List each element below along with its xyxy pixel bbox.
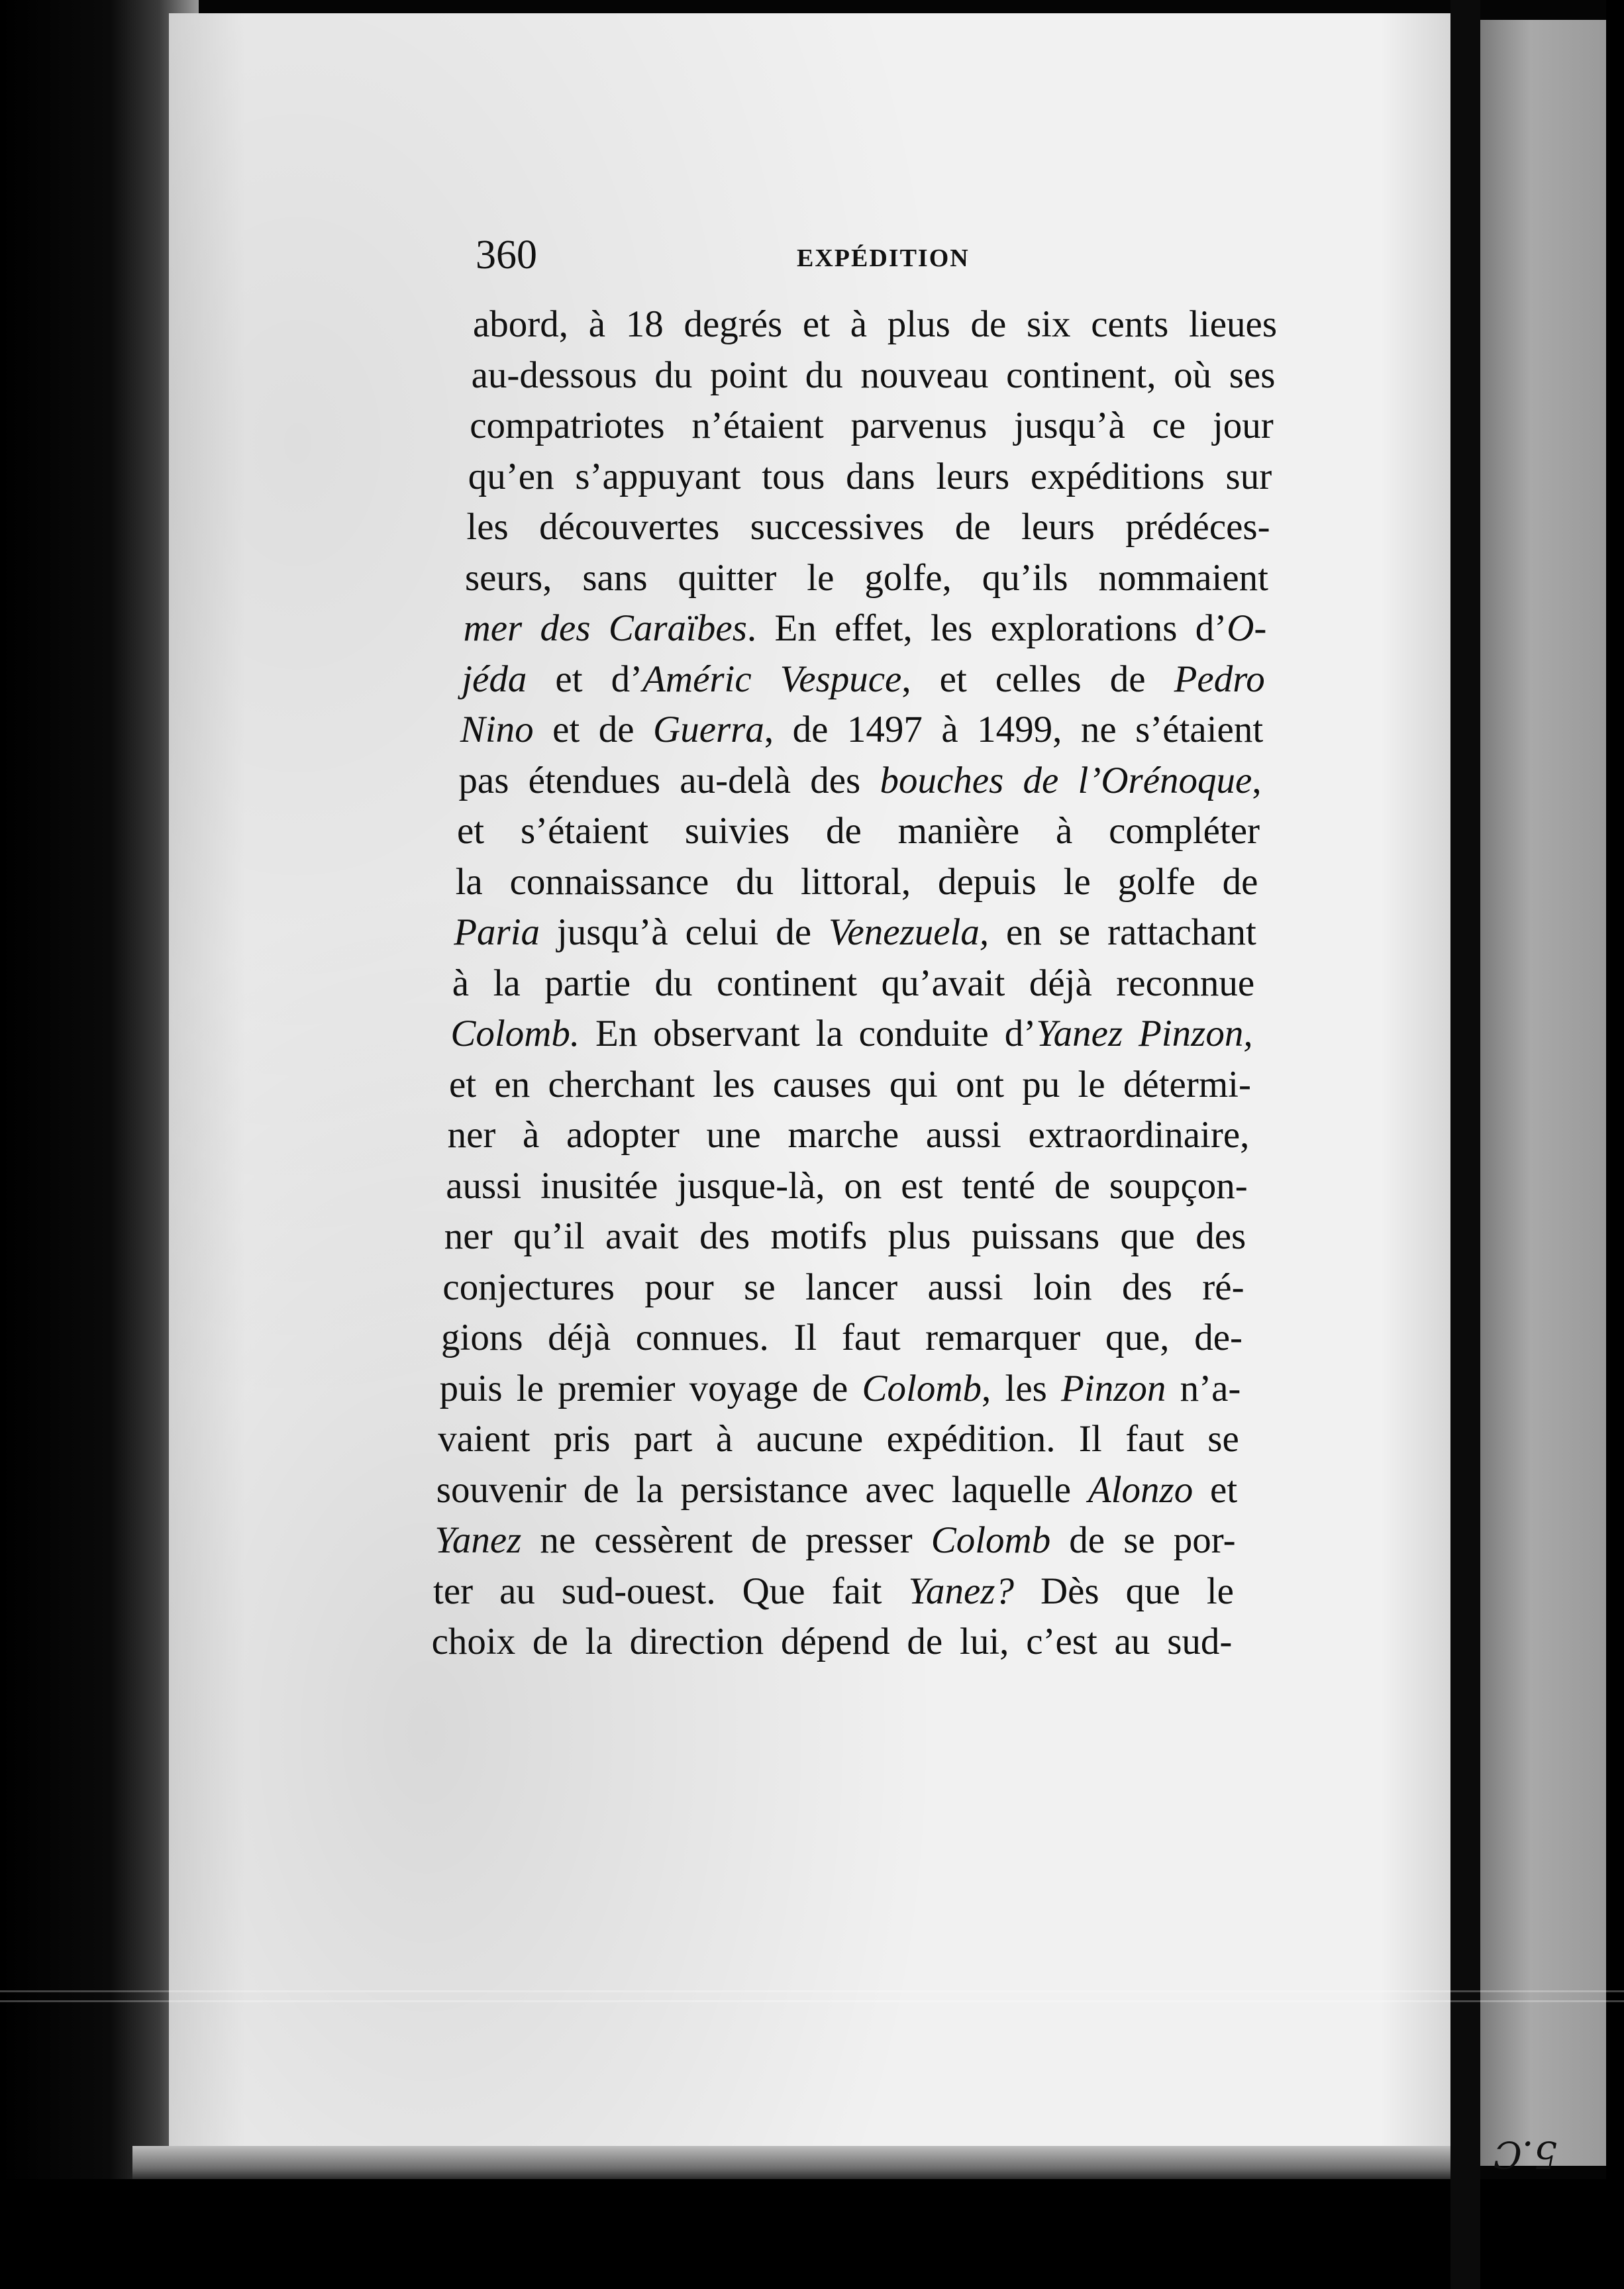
text-line xyxy=(452,958,1254,1009)
text-line xyxy=(444,1211,1246,1262)
text-line xyxy=(464,603,1267,654)
text-span: ter au sud-ouest. Que fait xyxy=(433,1570,909,1612)
italic-span: Yanez? xyxy=(908,1570,1014,1612)
text-line xyxy=(462,654,1265,705)
page-bottom-edge xyxy=(132,2146,1457,2182)
text-span: et d’ xyxy=(527,658,643,700)
text-line xyxy=(458,756,1261,806)
text-span: , de 1497 à 1499, ne s’étaient xyxy=(764,709,1264,750)
italic-span: Paria xyxy=(454,911,540,953)
text-span: seurs, sans quitter le golfe, qu’ils nommaient xyxy=(465,556,1268,599)
scan-artifact-line xyxy=(0,1990,1624,1992)
italic-span: Alonzo xyxy=(1088,1468,1193,1511)
text-span: , les xyxy=(982,1367,1062,1409)
text-line xyxy=(457,806,1260,856)
italic-span: Guerra xyxy=(653,709,764,750)
italic-span: Améric Vespuce xyxy=(642,658,902,700)
page-right-gutter xyxy=(1450,0,1480,2289)
text-span: Dès que le xyxy=(1013,1570,1234,1612)
text-line xyxy=(468,452,1272,502)
text-line xyxy=(434,1515,1235,1566)
text-span: En observant la conduite d’ xyxy=(580,1013,1037,1054)
text-span: et de xyxy=(533,709,654,750)
italic-span: Nino xyxy=(460,709,534,750)
margin-mark: 5.C xyxy=(1494,2133,1558,2176)
text-span: pas étendues au-delà des xyxy=(458,759,880,801)
text-line xyxy=(432,1617,1233,1667)
italic-span: bouches de l’Orénoque xyxy=(880,759,1252,801)
text-span: souvenir de la persistance avec laquelle xyxy=(436,1468,1088,1511)
text-span: gions déjà connues. Il faut remarquer que, de- xyxy=(441,1317,1243,1358)
text-span: . En effet, les explorations d’ xyxy=(746,607,1227,649)
text-span: , et celles de xyxy=(901,658,1174,700)
text-line xyxy=(456,857,1258,907)
text-line xyxy=(465,553,1268,603)
text-span: au-dessous du point du nouveau continent, où ses xyxy=(471,354,1276,396)
text-span: choix de la direction dépend de lui, c’est au sud- xyxy=(431,1621,1233,1662)
text-span: en se rattachant xyxy=(989,911,1256,953)
text-span: compatriotes n’étaient parvenus jusqu’à ce jour xyxy=(470,405,1274,446)
text-line xyxy=(446,1161,1248,1211)
text-line xyxy=(473,299,1277,350)
text-span: , xyxy=(1252,759,1262,801)
running-title: EXPÉDITION xyxy=(797,244,970,272)
text-line xyxy=(450,1009,1252,1059)
text-line xyxy=(438,1414,1239,1464)
italic-span: jéda xyxy=(462,658,527,700)
italic-span: Pinzon xyxy=(1061,1367,1166,1409)
scan-bottom-border xyxy=(0,2179,1624,2289)
text-line xyxy=(442,1262,1244,1313)
text-line xyxy=(436,1465,1237,1515)
text-line xyxy=(433,1566,1234,1617)
italic-span: O- xyxy=(1227,607,1267,649)
italic-span: Pedro xyxy=(1174,658,1265,700)
text-span: n’a- xyxy=(1166,1367,1241,1409)
text-span: vaient pris part à aucune expédition. Il faut se xyxy=(438,1418,1239,1460)
text-span: ner à adopter une marche aussi extraordinaire, xyxy=(447,1114,1250,1156)
text-span: puis le premier voyage de xyxy=(439,1367,862,1409)
text-span: jusqu’à celui de xyxy=(540,911,829,953)
text-line xyxy=(448,1110,1250,1160)
text-span: et xyxy=(1193,1468,1238,1511)
text-line xyxy=(466,502,1270,552)
text-span: à la partie du continent qu’avait déjà reconnue xyxy=(452,962,1255,1004)
italic-span: Yanez Pinzon, xyxy=(1036,1013,1253,1054)
text-line xyxy=(440,1364,1241,1414)
next-page-edge xyxy=(1480,20,1606,2166)
italic-span: Colomb xyxy=(931,1519,1051,1561)
scan-artifact-line xyxy=(0,2000,1624,2002)
italic-span: Yanez xyxy=(434,1519,522,1561)
text-span: et en cherchant les causes qui ont pu le détermi- xyxy=(449,1063,1251,1105)
text-line xyxy=(454,907,1256,958)
text-span: les découvertes successives de leurs prédéces- xyxy=(466,506,1270,548)
italic-span: Colomb xyxy=(862,1367,982,1409)
text-line xyxy=(472,350,1276,401)
text-span: et s’étaient suivies de manière à compléter xyxy=(457,810,1260,852)
text-line xyxy=(441,1313,1243,1363)
text-line xyxy=(449,1060,1251,1110)
text-span: la connaissance du littoral, depuis le golfe de xyxy=(455,860,1258,903)
page-number: 360 xyxy=(476,232,537,278)
text-span: abord, à 18 degrés et à plus de six cents lieues xyxy=(473,303,1277,345)
text-span: ne cessèrent de presser xyxy=(521,1519,931,1561)
text-line xyxy=(460,705,1263,755)
text-line xyxy=(470,401,1274,451)
running-head xyxy=(476,232,1277,285)
text-span: conjectures pour se lancer aussi loin des ré- xyxy=(442,1266,1244,1308)
italic-span: Colomb. xyxy=(450,1013,580,1054)
scan-right-border xyxy=(1606,0,1624,2289)
text-span: aussi inusitée jusque-là, on est tenté de soupçon- xyxy=(446,1164,1248,1207)
text-span: qu’en s’appuyant tous dans leurs expéditions sur xyxy=(468,455,1272,497)
text-span: de se por- xyxy=(1050,1519,1236,1561)
italic-span: mer des Caraïbes xyxy=(463,607,747,649)
text-span: ner qu’il avait des motifs plus puissans que des xyxy=(444,1215,1246,1257)
italic-span: Venezuela, xyxy=(828,911,990,953)
